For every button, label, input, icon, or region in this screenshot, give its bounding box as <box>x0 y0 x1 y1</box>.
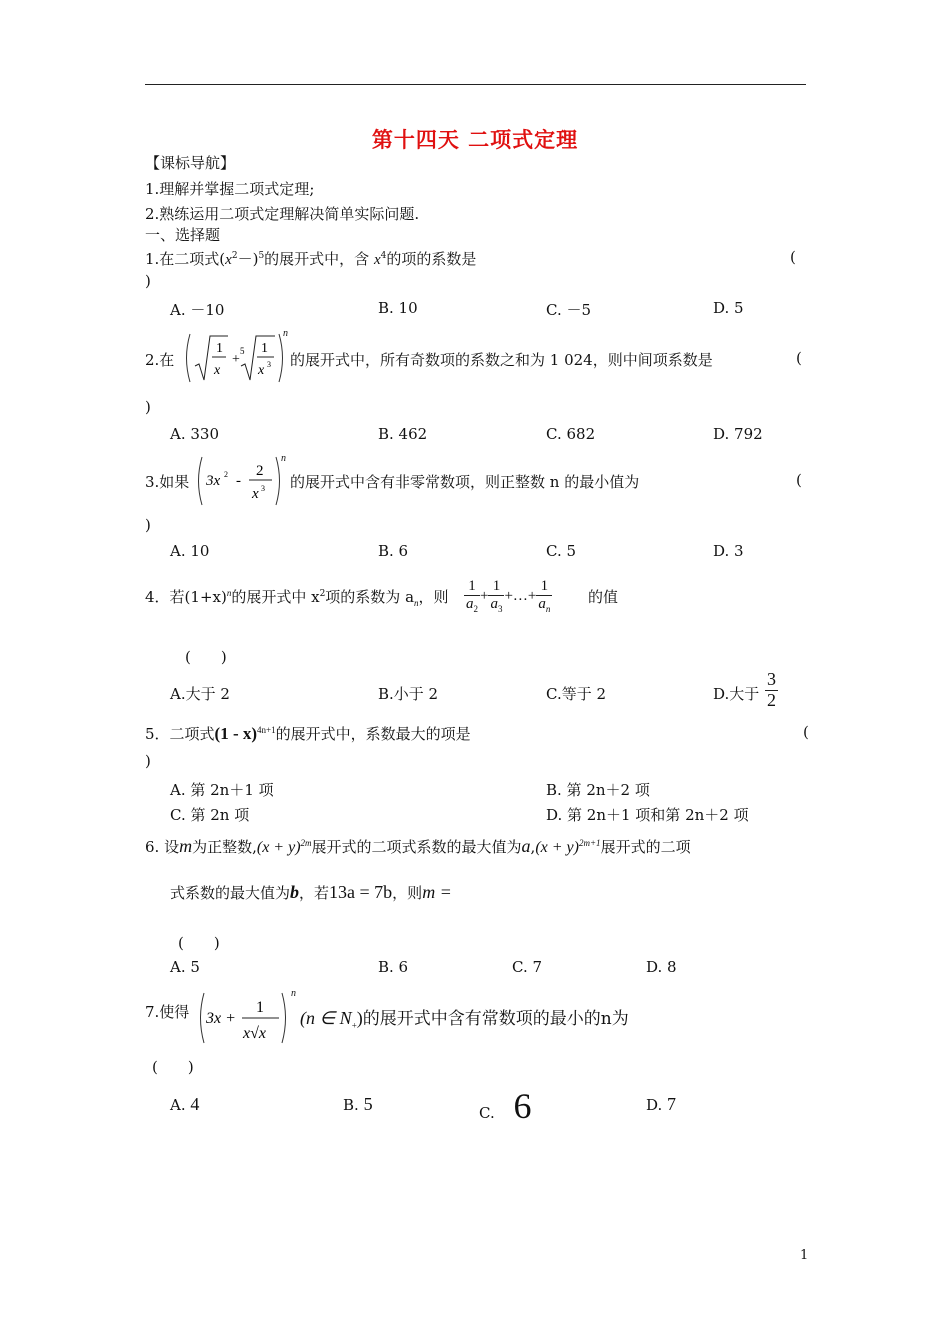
question-2-prefix: 2.在 <box>145 351 175 369</box>
q4-frac-1: $\frac{1}{a_2}$ <box>466 578 478 614</box>
q7-term-a: 3x + <box>206 1010 236 1027</box>
q1-option-b[interactable]: B. 10 <box>378 299 418 317</box>
question-1-stem: 1.在二项式$(x^2-)^5$的展开式中，含 $x^4$的项的系数是 <box>145 250 477 268</box>
q1-option-d[interactable]: D. 5 <box>713 299 744 317</box>
question-7-exponent: n <box>291 988 296 999</box>
question-3-close-paren: ) <box>145 516 151 534</box>
q3-option-b[interactable]: B. 6 <box>378 542 409 560</box>
q2-root-index: 5 <box>240 346 245 356</box>
q3-num: 2 <box>256 463 264 479</box>
question-2-exponent: n <box>283 328 288 339</box>
question-4-suffix: 的值 <box>588 588 619 606</box>
question-7-text: (n ∈ $N_+$)的展开式中含有常数项的最小的n为 <box>300 1008 629 1031</box>
q3-option-c[interactable]: C. 5 <box>546 542 577 560</box>
q6-option-a[interactable]: A. 5 <box>170 958 200 976</box>
question-5-close-paren: ) <box>145 752 151 770</box>
q7-option-d[interactable]: D. 7 <box>646 1094 677 1114</box>
q2-num-1: 1 <box>216 341 223 356</box>
binomial-root-expression <box>196 990 291 1046</box>
question-7-answer-paren: ( ) <box>152 1058 194 1076</box>
q5-option-a[interactable]: A. 第 2n＋1 项 <box>170 781 274 799</box>
header-rule <box>145 84 806 85</box>
question-4-stem: 4．若$(1+x)^n$的展开式中 $x^2$项的系数为 $a_n$，则 <box>145 588 449 608</box>
q3-term-a: 3x <box>206 473 221 489</box>
question-6-line-1: 6. 设m为正整数$,(x + y)^{2m}$展开式的二项式系数的最大值为$a,(x + y)^{2m+1}$展开式的二项 <box>145 836 691 856</box>
q5-option-b[interactable]: B. 第 2n＋2 项 <box>546 781 650 799</box>
question-3-exponent: n <box>281 453 286 464</box>
q5-option-c[interactable]: C. 第 2n 项 <box>170 806 250 824</box>
q3-exp-2: 2 <box>224 470 228 479</box>
binomial-fraction-expression <box>194 454 284 508</box>
q7-option-b[interactable]: B. 5 <box>343 1094 373 1114</box>
q5-option-d[interactable]: D. 第 2n＋1 项和第 2n＋2 项 <box>546 806 749 824</box>
question-2-close-paren: ) <box>145 398 151 416</box>
question-2-expression <box>182 330 287 390</box>
question-6-answer-paren: ( ) <box>178 934 220 952</box>
q2-option-d[interactable]: D. 792 <box>713 425 763 443</box>
q2-num-2: 1 <box>261 341 268 356</box>
page-number: 1 <box>800 1248 809 1263</box>
q4-option-b[interactable]: B.小于 2 <box>378 685 439 703</box>
q7-option-a[interactable]: A. 4 <box>170 1094 200 1114</box>
q1-option-a[interactable]: A. －10 <box>170 301 225 319</box>
q4-option-a[interactable]: A.大于 2 <box>170 685 230 703</box>
q3-option-a[interactable]: A. 10 <box>170 542 210 560</box>
question-5-stem: 5．二项式(1 - x)$^{4n+1}$的展开式中，系数最大的项是 <box>145 724 471 743</box>
question-3-prefix: 3.如果 <box>145 473 190 491</box>
q2-den-x3: x <box>258 363 265 378</box>
binomial-radical-expression <box>182 330 287 386</box>
q7-option-c[interactable]: C. 6 <box>479 1086 532 1126</box>
goal-2: 2.熟练运用二项式定理解决简单实际问题. <box>145 205 420 223</box>
question-1-open-paren: ( <box>790 248 796 266</box>
q2-option-a[interactable]: A. 330 <box>170 425 219 443</box>
question-4-sum: $\frac{1}{a_2}$ + $\frac{1}{a_3}$ +…+ $\frac{1}{a_n}$ <box>466 578 551 614</box>
part-heading: 一、选择题 <box>145 226 221 244</box>
question-6-line-2: 式系数的最大值为b，若13a = 7b，则m = <box>170 882 452 902</box>
q7-num: 1 <box>256 999 264 1016</box>
question-4-answer-paren: ( ) <box>185 648 227 666</box>
q3-minus: - <box>236 473 241 489</box>
q2-option-c[interactable]: C. 682 <box>546 425 596 443</box>
question-1-close-paren: ) <box>145 272 151 290</box>
q3-option-d[interactable]: D. 3 <box>713 542 744 560</box>
q4-frac-3: $\frac{1}{a_n}$ <box>538 578 551 614</box>
question-7-prefix: 7.使得 <box>145 1003 190 1021</box>
question-7-expression <box>196 990 291 1050</box>
q4-option-d-fraction: $\frac{3}{2}$ <box>767 669 776 710</box>
q6-option-c[interactable]: C. 7 <box>512 958 543 976</box>
q4-frac-2: $\frac{1}{a_3}$ <box>490 578 503 614</box>
q7-den: x√x <box>243 1025 266 1042</box>
q4-option-c[interactable]: C.等于 2 <box>546 685 607 703</box>
q2-plus: + <box>232 352 240 367</box>
q3-den-x: x <box>252 486 259 502</box>
goal-1: 1.理解并掌握二项式定理; <box>145 180 315 198</box>
question-3-expression <box>194 454 284 512</box>
question-3-open-paren: ( <box>796 471 802 489</box>
q4-option-d[interactable]: D.大于 <box>713 685 760 703</box>
q2-den-x: x <box>214 363 221 378</box>
q2-option-b[interactable]: B. 462 <box>378 425 428 443</box>
question-3-text: 的展开式中含有非零常数项，则正整数 n 的最小值为 <box>290 473 640 491</box>
section-label: 【课标导航】 <box>145 154 236 172</box>
q3-den-exp: 3 <box>261 484 265 493</box>
question-5-open-paren: ( <box>803 723 809 741</box>
q2-den-exp: 3 <box>267 360 271 369</box>
page-title: 第十四天 二项式定理 <box>371 127 579 152</box>
question-2-open-paren: ( <box>796 349 802 367</box>
question-2-text: 的展开式中，所有奇数项的系数之和为 1 024，则中间项系数是 <box>290 351 713 369</box>
q6-option-d[interactable]: D. 8 <box>646 958 677 976</box>
q1-option-c[interactable]: C. －5 <box>546 301 592 319</box>
q6-option-b[interactable]: B. 6 <box>378 958 409 976</box>
